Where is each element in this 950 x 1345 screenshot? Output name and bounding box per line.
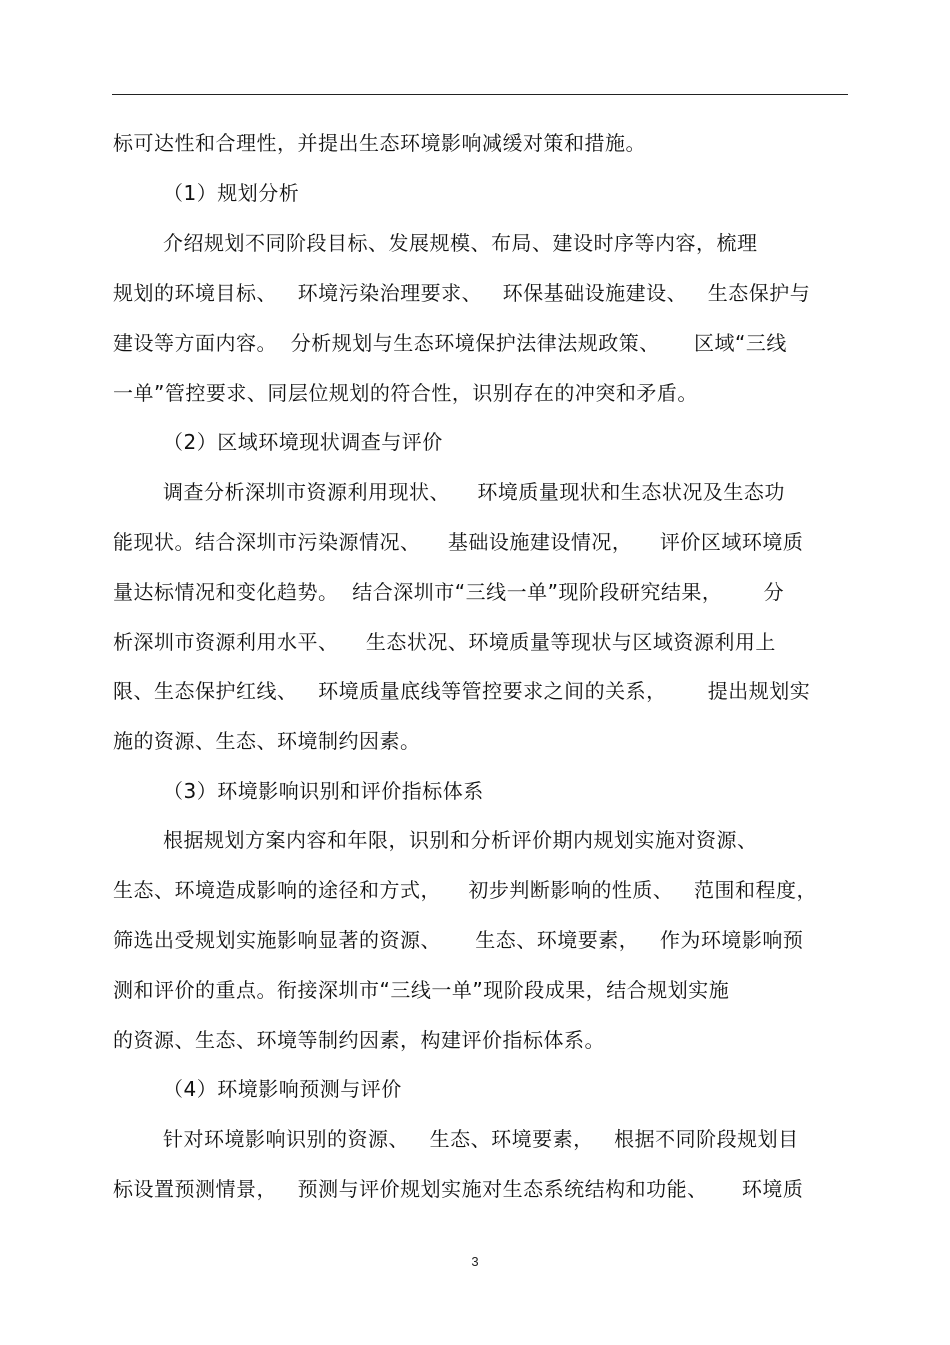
text-line: 析深圳市资源利用水平、 生态状况、环境质量等现状与区域资源利用上 [113,630,776,654]
text-line: 测和评价的重点。衔接深圳市“三线一单”现阶段成果，结合规划实施 [113,978,730,1002]
text-line: 标可达性和合理性，并提出生态环境影响减缓对策和措施。 [113,131,646,155]
text-line: 筛选出受规划实施影响显著的资源、 生态、环境要素， 作为环境影响预 [113,928,804,952]
text-line: 生态、环境造成影响的途径和方式， 初步判断影响的性质、 范围和程度， [113,878,818,902]
text-line: 标设置预测情景， 预测与评价规划实施对生态系统结构和功能、 环境质 [113,1177,804,1201]
section-heading: （4）环境影响预测与评价 [163,1077,402,1101]
text-line: 介绍规划不同阶段目标、发展规模、布局、建设时序等内容，梳理 [163,231,758,255]
section-heading: （3）环境影响识别和评价指标体系 [163,779,484,803]
header-rule [112,94,848,95]
section-heading: （1）规划分析 [163,181,300,205]
text-line: 调查分析深圳市资源利用现状、 环境质量现状和生态状况及生态功 [163,480,785,504]
text-line: 建设等方面内容。 分析规划与生态环境保护法律法规政策、 区域“三线 [113,331,787,355]
text-line: 一单”管控要求、同层位规划的符合性，识别存在的冲突和矛盾。 [113,381,698,405]
page-number: 3 [471,1254,479,1269]
text-line: 施的资源、生态、环境制约因素。 [113,729,421,753]
section-heading: （2）区域环境现状调查与评价 [163,430,443,454]
text-line: 规划的环境目标、 环境污染治理要求、 环保基础设施建设、 生态保护与 [113,281,811,305]
text-line: 限、生态保护红线、 环境质量底线等管控要求之间的关系， 提出规划实 [113,679,811,703]
text-line: 的资源、生态、环境等制约因素，构建评价指标体系。 [113,1028,605,1052]
text-line: 量达标情况和变化趋势。 结合深圳市“三线一单”现阶段研究结果， 分 [113,580,785,604]
text-line: 根据规划方案内容和年限，识别和分析评价期内规划实施对资源、 [163,828,758,852]
text-line: 能现状。结合深圳市污染源情况、 基础设施建设情况， 评价区域环境质 [113,530,804,554]
text-line: 针对环境影响识别的资源、 生态、环境要素， 根据不同阶段规划目 [163,1127,799,1151]
